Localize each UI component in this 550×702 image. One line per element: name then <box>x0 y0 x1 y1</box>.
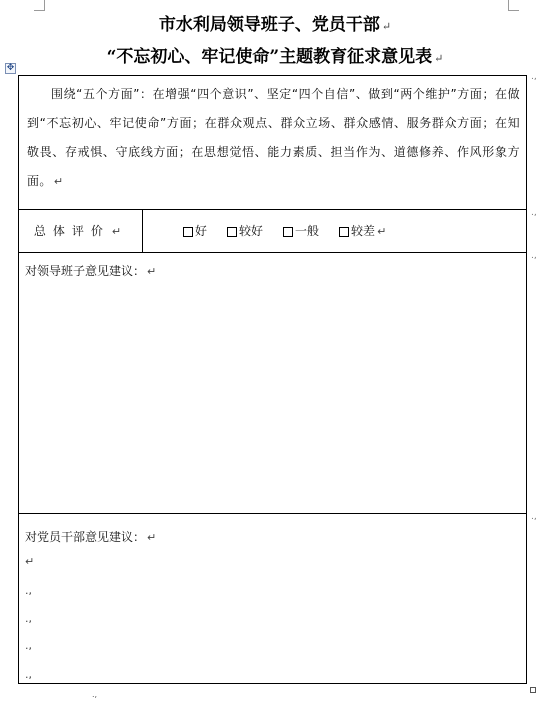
paragraph-mark-icon: ↵ <box>434 52 444 65</box>
empty-line-mark: ., <box>25 668 32 681</box>
checkbox-icon[interactable] <box>183 227 193 237</box>
empty-line-mark: ., <box>92 690 98 699</box>
paragraph-mark-icon: ↵ <box>147 265 157 278</box>
checkbox-icon[interactable] <box>339 227 349 237</box>
checkbox-icon[interactable] <box>227 227 237 237</box>
members-feedback-label[interactable]: 对党员干部意见建议： ↵ <box>25 530 157 544</box>
empty-line-mark: ., <box>25 612 32 625</box>
option-poor[interactable]: 较差 ↵ <box>339 210 386 253</box>
table-end-handle-icon[interactable] <box>530 687 536 693</box>
empty-line-mark: ., <box>25 639 32 652</box>
paragraph-mark-icon: ↵ <box>377 225 387 238</box>
intro-paragraph[interactable]: 围绕“五个方面”：在增强“四个意识”、坚定“四个自信”、做到“两个维护”方面；在做到“不忘初心、牢记使命”方面；在群众观点、群众立场、群众感情、服务群众方面；在知敬畏、存戒惧、守底线方面；在思想觉悟、能力素质、担当作为、道德修养、作风形象方面。 ↵ <box>27 87 520 188</box>
table-move-handle-icon[interactable]: ✥ <box>6 63 15 73</box>
checkbox-icon[interactable] <box>283 227 293 237</box>
paragraph-mark-icon: ↵ <box>381 20 392 33</box>
option-fairly-good[interactable]: 较好 <box>227 210 263 253</box>
overall-evaluation-label: 总体评价 ↵ <box>33 224 129 238</box>
row-end-mark: ., <box>531 208 537 218</box>
empty-line-mark: ., <box>25 584 32 597</box>
leadership-feedback-label[interactable]: 对领导班子意见建议： ↵ <box>25 264 157 278</box>
row-divider <box>19 513 526 514</box>
paragraph-mark-icon: ↵ <box>111 225 129 238</box>
row-end-mark: ., <box>531 251 537 261</box>
document-title-line-1: 市水利局领导班子、党员干部 ↵ <box>158 15 392 35</box>
option-average[interactable]: 一般 <box>283 210 319 253</box>
paragraph-mark-icon: ↵ <box>25 555 35 568</box>
row-end-mark: ., <box>531 72 537 82</box>
paragraph-mark-icon: ↵ <box>147 531 157 544</box>
document-title-line-2: “不忘初心、牢记使命”主题教育征求意见表 ↵ <box>106 47 444 67</box>
evaluation-options <box>183 210 386 253</box>
feedback-form-table <box>18 75 527 684</box>
paragraph-mark-icon: ↵ <box>53 175 64 188</box>
row-end-mark: ., <box>531 512 537 522</box>
option-good[interactable]: 好 <box>183 210 207 253</box>
